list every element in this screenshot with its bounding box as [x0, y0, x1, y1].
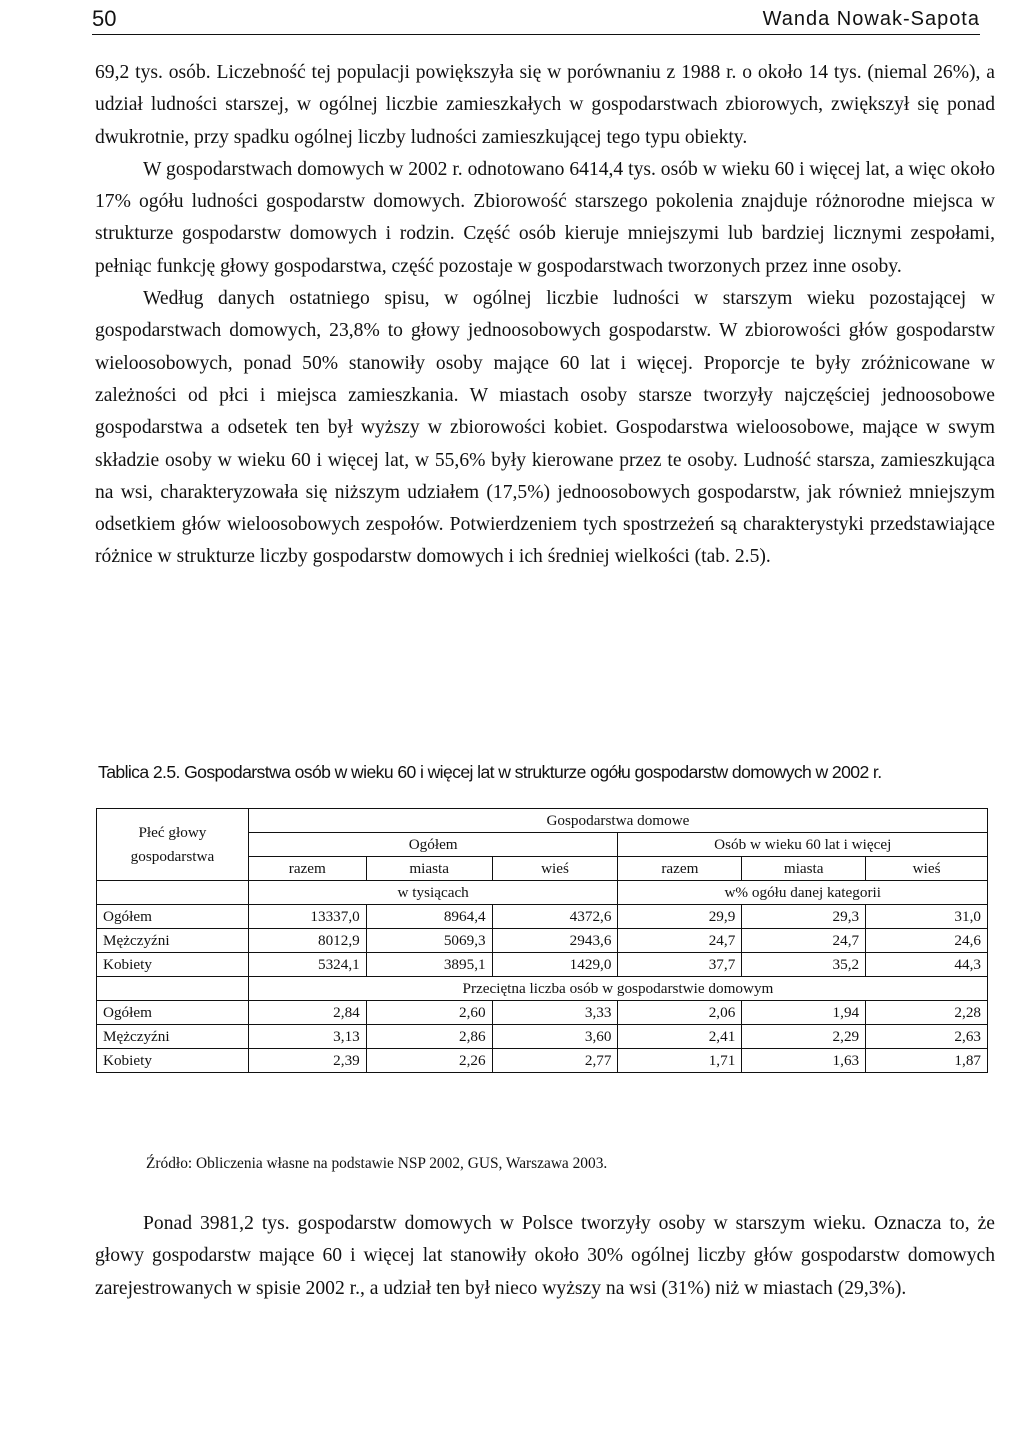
table-row [97, 905, 988, 929]
paragraph: 69,2 tys. osób. Liczebność tej populacji powiększyła się w porównaniu z 1988 r. o około 14 tys. (niemal 26%), a udział ludności starszej, w ogólnej liczbie zamieszkałych w gospodarstwach zbiorowych, zwiększył się ponad dwukrotnie, przy spadku ogólnej liczby ludności zamieszkującej tego typu obiekty. [95, 62, 995, 148]
table-cell: 8012,9 [248, 929, 366, 953]
table-cell: 8964,4 [366, 905, 492, 929]
body-text-bottom [95, 1208, 995, 1305]
row-label: Mężczyźni [97, 929, 249, 953]
table-row [97, 929, 988, 953]
table-cell: 24,7 [618, 929, 742, 953]
row-label: Kobiety [97, 1049, 249, 1073]
column-header: miasta [742, 857, 866, 881]
unit-label-right: w% ogółu danej kategorii [618, 881, 988, 905]
table-cell: 29,9 [618, 905, 742, 929]
table-cell: 2,06 [618, 1001, 742, 1025]
section-title: Przeciętna liczba osób w gospodarstwie domowym [248, 977, 987, 1001]
table-cell: 44,3 [866, 953, 988, 977]
table-cell: 1,63 [742, 1049, 866, 1073]
page-number: 50 [92, 6, 117, 31]
table-cell: 2,26 [366, 1049, 492, 1073]
table-cell: 2,77 [492, 1049, 618, 1073]
table-cell: 29,3 [742, 905, 866, 929]
table-source: Źródło: Obliczenia własne na podstawie NSP 2002, GUS, Warszawa 2003. [146, 1155, 608, 1172]
table-cell: 4372,6 [492, 905, 618, 929]
table-cell: 1429,0 [492, 953, 618, 977]
table-unit-row [97, 881, 988, 905]
table-cell: 2,60 [366, 1001, 492, 1025]
subheader-60plus: Osób w wieku 60 lat i więcej [618, 833, 988, 857]
row-label: Ogółem [97, 905, 249, 929]
table-cell: 35,2 [742, 953, 866, 977]
subheader-ogolem: Ogółem [248, 833, 618, 857]
empty-cell [97, 977, 249, 1001]
empty-cell [97, 881, 249, 905]
table-cell: 1,71 [618, 1049, 742, 1073]
row-header-cell: Płeć głowy gospodarstwa [97, 809, 249, 881]
group-header: Gospodarstwa domowe [248, 809, 987, 833]
table-section-row [97, 977, 988, 1001]
table-cell: 2,41 [618, 1025, 742, 1049]
column-header: wieś [492, 857, 618, 881]
paragraph: Ponad 3981,2 tys. gospodarstw domowych w Polsce tworzyły osoby w starszym wieku. Oznacza to, że głowy gospodarstw mające 60 i więcej lat stanowiły około 30% ogólnej liczby głów gospodarstw domowych zarejestrowanych w spisie 2002 r., a udział ten był nieco wyższy na wsi (31%) niż w miastach (29,3%). [95, 1213, 995, 1299]
table-cell: 2,86 [366, 1025, 492, 1049]
table-cell: 24,6 [866, 929, 988, 953]
table-cell: 3,33 [492, 1001, 618, 1025]
table-cell: 31,0 [866, 905, 988, 929]
table-cell: 24,7 [742, 929, 866, 953]
page-header [92, 6, 980, 35]
table-cell: 3895,1 [366, 953, 492, 977]
table-cell: 2,29 [742, 1025, 866, 1049]
table-header-row [97, 809, 988, 833]
table-row [97, 1025, 988, 1049]
body-text-top [95, 57, 995, 574]
table-row [97, 953, 988, 977]
paragraph: W gospodarstwach domowych w 2002 r. odnotowano 6414,4 tys. osób w wieku 60 i więcej lat, a więc około 17% ogółu ludności gospodarstw domowych. Zbiorowość starszego pokolenia znajduje różnorodne miejsca w strukturze gospodarstw domowych i rodzin. Część osób kieruje mniejszymi lub bardziej licznymi zespołami, pełniąc funkcję głowy gospodarstwa, część pozostaje w gospodarstwach tworzonych przez inne osoby. [95, 158, 995, 277]
unit-label-left: w tysiącach [248, 881, 618, 905]
paragraph: Według danych ostatniego spisu, w ogólnej liczbie ludności w starszym wieku pozostającej w gospodarstwach domowych, 23,8% to głowy jednoosobowych gospodarstw. W zbiorowości głów gospodarstw wieloosobowych, ponad 50% stanowiły osoby mające 60 lat i więcej. Proporcje te były zróżnicowane w zależności od płci i miejsca zamieszkania. W miastach osoby starsze tworzyły najczęściej jednoosobowe gospodarstwa a odsetek ten był wyższy w zbiorowości kobiet. Gospodarstwa wieloosobowe, mające w swym składzie osoby w wieku 60 i więcej lat, w 55,6% były kierowane przez te osoby. Ludność starsza, zamieszkująca na wsi, charakteryzowała się niższym udziałem (17,5%) jednoosobowych gospodarstw, jak również mniejszym odsetkiem głów wieloosobowych zespołów. Potwierdzeniem tych spostrzeżeń są charakterystyki przedstawiające różnice w strukturze liczby gospodarstw domowych i ich średniej wielkości (tab. 2.5). [95, 288, 995, 568]
table-cell: 5324,1 [248, 953, 366, 977]
column-header: razem [618, 857, 742, 881]
table-cell: 3,13 [248, 1025, 366, 1049]
table-row [97, 1049, 988, 1073]
table-cell: 3,60 [492, 1025, 618, 1049]
table-cell: 2943,6 [492, 929, 618, 953]
table-cell: 13337,0 [248, 905, 366, 929]
table-cell: 2,84 [248, 1001, 366, 1025]
table-cell: 2,39 [248, 1049, 366, 1073]
table-cell: 37,7 [618, 953, 742, 977]
row-label: Ogółem [97, 1001, 249, 1025]
table-cell: 2,63 [866, 1025, 988, 1049]
table-cell: 1,94 [742, 1001, 866, 1025]
data-table [96, 808, 988, 1073]
column-header: wieś [866, 857, 988, 881]
table-cell: 5069,3 [366, 929, 492, 953]
row-label: Mężczyźni [97, 1025, 249, 1049]
table-cell: 1,87 [866, 1049, 988, 1073]
column-header: miasta [366, 857, 492, 881]
table-caption: Tablica 2.5. Gospodarstwa osób w wieku 60 i więcej lat w strukturze ogółu gospodarstw domowych w 2002 r. [98, 762, 882, 782]
table-row [97, 1001, 988, 1025]
row-label: Kobiety [97, 953, 249, 977]
column-header: razem [248, 857, 366, 881]
table-cell: 2,28 [866, 1001, 988, 1025]
running-head: Wanda Nowak-Sapota [762, 8, 980, 30]
